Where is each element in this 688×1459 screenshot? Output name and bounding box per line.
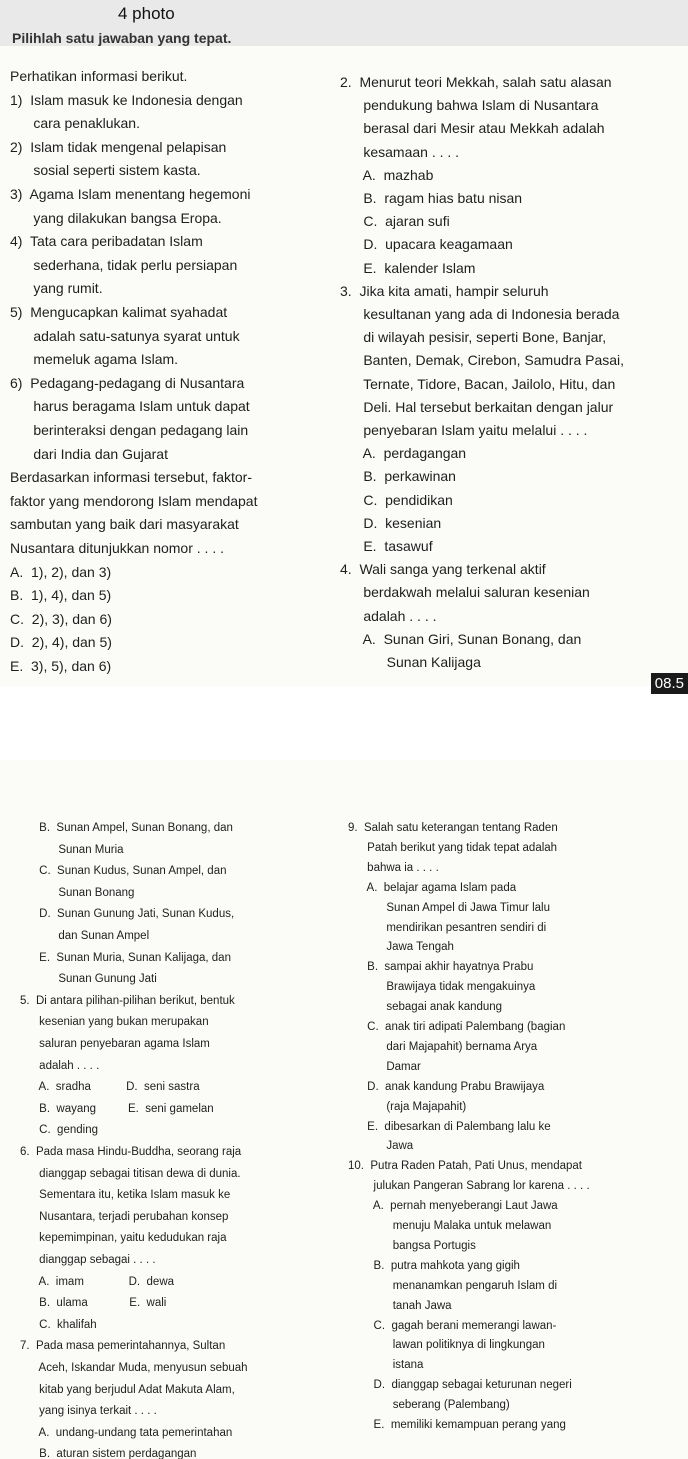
text-line: A. belajar agama Islam pada	[348, 881, 517, 894]
text-line: Sunan Kalijaga	[340, 654, 481, 670]
text-line: Nusantara ditunjukkan nomor . . . .	[10, 540, 224, 556]
text-line: Sunan Bonang	[20, 886, 135, 899]
text-line: berinteraksi dengan pedagang lain	[10, 422, 249, 438]
text-line: A. imam D. dewa	[20, 1275, 175, 1288]
text-line: C. 2), 3), dan 6)	[10, 610, 112, 627]
text-line: D. upacara keagamaan	[340, 236, 513, 253]
text-line: B. 1), 4), dan 5)	[10, 587, 112, 604]
text-line: sosial seperti sistem kasta.	[10, 162, 201, 179]
text-line: adalah . . . .	[340, 607, 437, 624]
text-line: A. mazhab	[340, 166, 434, 183]
text-line: D. dianggap sebagai keturunan negeri	[348, 1379, 572, 1392]
text-line: C. Sunan Kudus, Sunan Ampel, dan	[20, 865, 227, 878]
text-line: berasal dari Mesir atau Mekkah adalah	[340, 120, 605, 137]
text-line: E. Sunan Muria, Sunan Kalijaga, dan	[20, 951, 231, 964]
text-line: Brawijaya tidak mengakuinya	[348, 981, 536, 994]
text-line: B. aturan sistem perdagangan	[20, 1448, 197, 1459]
text-line: Perhatikan informasi berikut.	[10, 68, 188, 84]
page-gap	[0, 686, 688, 760]
text-line: kitab yang berjudul Adat Makuta Alam,	[20, 1383, 235, 1396]
text-line: sambutan yang baik dari masyarakat	[10, 516, 239, 533]
text-line: Damar	[348, 1060, 421, 1073]
text-line: bangsa Portugis	[348, 1239, 476, 1252]
text-line: B. perkawinan	[340, 468, 456, 485]
text-line: C. pendidikan	[340, 491, 453, 508]
text-line: 1) Islam masuk ke Indonesia dengan	[10, 91, 243, 108]
photo-count-title: 4 photo	[118, 4, 175, 23]
text-line: bahwa ia . . . .	[348, 861, 439, 874]
text-line: memeluk agama Islam.	[10, 351, 179, 368]
text-line: C. anak tiri adipati Palembang (bagian	[348, 1021, 566, 1033]
text-line: 5) Mengucapkan kalimat syahadat	[10, 304, 228, 320]
text-line: tanah Jawa	[348, 1299, 452, 1312]
text-line: Patah berikut yang tidak tepat adalah	[348, 841, 558, 854]
text-line: 2) Islam tidak mengenal pelapisan	[10, 138, 227, 155]
text-line: cara penaklukan.	[10, 115, 140, 132]
text-line: Sementara itu, ketika Islam masuk ke	[20, 1189, 231, 1202]
text-line: yang dilakukan bangsa Eropa.	[10, 209, 222, 226]
text-line: D. kesenian	[340, 514, 442, 531]
text-line: 7. Pada masa pemerintahannya, Sultan	[20, 1340, 226, 1353]
text-line: D. Sunan Gunung Jati, Sunan Kudus,	[20, 908, 235, 921]
text-line: B. ulama E. wali	[20, 1297, 167, 1310]
text-line: mendirikan pesantren sendiri di	[348, 921, 547, 934]
text-line: D. anak kandung Prabu Brawijaya	[348, 1080, 545, 1093]
text-line: Deli. Hal tersebut berkaitan dengan jalur	[340, 398, 614, 415]
text-line: dianggap sebagai titisan dewa di dunia.	[20, 1167, 241, 1180]
text-line: 6. Pada masa Hindu-Buddha, seorang raja	[20, 1146, 242, 1158]
text-line: A. sradha D. seni sastra	[20, 1081, 200, 1094]
text-line: menuju Malaka untuk melawan	[348, 1220, 552, 1232]
timestamp: 08.5	[651, 673, 688, 694]
text-line: Jawa	[348, 1140, 414, 1153]
text-line: E. kalender Islam	[340, 259, 476, 276]
text-line: Sunan Muria	[20, 843, 124, 856]
text-line: pendukung bahwa Islam di Nusantara	[340, 97, 599, 114]
text-line: A. Sunan Giri, Sunan Bonang, dan	[340, 630, 582, 647]
text-line: seberang (Palembang)	[348, 1399, 510, 1412]
text-line: A. pernah menyeberangi Laut Jawa	[348, 1200, 558, 1213]
text-line: julukan Pangeran Sabrang lor karena . . . .	[348, 1180, 590, 1193]
text-line: di wilayah pesisir, seperti Bone, Banjar,	[340, 329, 607, 346]
text-line: dan Sunan Ampel	[20, 930, 150, 942]
text-line: C. khalifah	[20, 1318, 97, 1331]
text-line: (raja Majapahit)	[348, 1100, 467, 1113]
text-line: C. ajaran sufi	[340, 213, 450, 230]
text-line: Banten, Demak, Cirebon, Samudra Pasai,	[340, 352, 625, 369]
text-line: E. memiliki kemampuan perang yang	[348, 1419, 566, 1431]
text-line: Berdasarkan informasi tersebut, faktor-	[10, 469, 252, 486]
text-line: B. wayang E. seni gamelan	[20, 1102, 214, 1115]
text-line: lawan politiknya di lingkungan	[348, 1339, 545, 1352]
text-line: yang rumit.	[10, 280, 103, 297]
text-line: 5. Di antara pilihan-pilihan berikut, bentuk	[20, 994, 235, 1007]
text-line: B. putra mahkota yang gigih	[348, 1259, 520, 1272]
text-line: C. gending	[20, 1124, 98, 1137]
text-line: C. gagah berani memerangi lawan-	[348, 1319, 557, 1332]
text-line: B. ragam hias batu nisan	[340, 190, 523, 206]
text-line: E. 3), 5), dan 6)	[10, 658, 112, 674]
text-line: dianggap sebagai . . . .	[20, 1254, 156, 1266]
text-line: sebagai anak kandung	[348, 1001, 503, 1014]
text-line: E. dibesarkan di Palembang lalu ke	[348, 1120, 551, 1133]
text-line: kepemimpinan, yaitu kedudukan raja	[20, 1232, 227, 1245]
text-line: Ternate, Tidore, Bacan, Jailolo, Hitu, dan	[340, 375, 616, 392]
text-line: 4) Tata cara peribadatan Islam	[10, 233, 203, 250]
text-line: 6) Pedagang-pedagang di Nusantara	[10, 374, 245, 391]
document-page-1	[0, 46, 688, 686]
text-line: kesamaan . . . .	[340, 143, 460, 160]
text-line: 3) Agama Islam menentang hegemoni	[10, 186, 251, 202]
text-line: menanamkan pengaruh Islam di	[348, 1279, 558, 1292]
text-line: 4. Wali sanga yang terkenal aktif	[340, 561, 546, 578]
text-line: berdakwah melalui saluran kesenian	[340, 584, 590, 601]
viewer-header	[0, 0, 688, 46]
text-line: 2. Menurut teori Mekkah, salah satu alasan	[340, 74, 612, 90]
text-line: 9. Salah satu keterangan tentang Raden	[348, 822, 558, 834]
text-line: A. 1), 2), dan 3)	[10, 563, 112, 580]
text-line: Aceh, Iskandar Muda, menyusun sebuah	[20, 1362, 248, 1374]
text-line: 10. Putra Raden Patah, Pati Unus, mendapat	[348, 1160, 582, 1173]
text-line: sederhana, tidak perlu persiapan	[10, 256, 238, 273]
text-line: D. 2), 4), dan 5)	[10, 634, 112, 651]
text-line: B. Sunan Ampel, Sunan Bonang, dan	[20, 822, 233, 834]
text-line: B. sampai akhir hayatnya Prabu	[348, 961, 534, 974]
text-line: adalah . . . .	[20, 1059, 100, 1072]
text-line: faktor yang mendorong Islam mendapat	[10, 492, 258, 509]
text-line: kesenian yang bukan merupakan	[20, 1016, 209, 1029]
text-line: saluran penyebaran agama Islam	[20, 1038, 210, 1050]
text-line: dari Majapahit) bernama Arya	[348, 1040, 538, 1053]
text-line: harus beragama Islam untuk dapat	[10, 398, 250, 415]
instruction-text: Pilihlah satu jawaban yang tepat.	[12, 30, 232, 46]
text-line: E. tasawuf	[340, 538, 433, 554]
text-line: dari India dan Gujarat	[10, 445, 168, 462]
text-line: yang isinya terkait . . . .	[20, 1405, 157, 1418]
text-line: adalah satu-satunya syarat untuk	[10, 327, 240, 344]
text-line: Sunan Ampel di Jawa Timur lalu	[348, 901, 550, 914]
text-line: Nusantara, terjadi perubahan konsep	[20, 1210, 229, 1223]
text-line: 3. Jika kita amati, hampir seluruh	[340, 282, 549, 299]
document-page-2	[0, 760, 688, 1459]
text-line: kesultanan yang ada di Indonesia berada	[340, 306, 620, 322]
text-line: Sunan Gunung Jati	[20, 973, 157, 986]
text-line: A. perdagangan	[340, 445, 467, 462]
text-line: A. undang-undang tata pemerintahan	[20, 1426, 233, 1439]
text-line: penyebaran Islam yaitu melalui . . . .	[340, 422, 588, 438]
text-line: istana	[348, 1359, 424, 1372]
text-line: Jawa Tengah	[348, 941, 454, 954]
